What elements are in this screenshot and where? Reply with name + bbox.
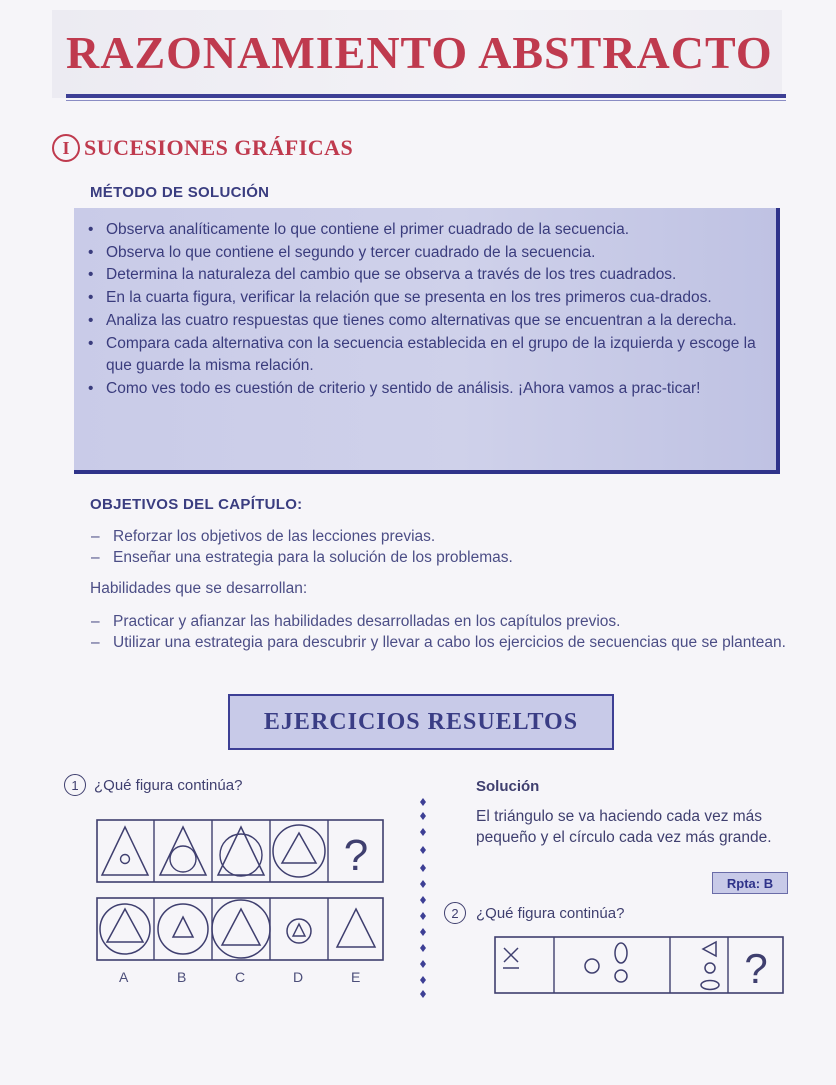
method-heading: MÉTODO DE SOLUCIÓN: [90, 184, 270, 201]
sequence-figure-2: [585, 943, 627, 982]
option-label-b: B: [177, 969, 187, 985]
question-2-text: ¿Qué figura continúa?: [476, 904, 625, 922]
option-label-c: C: [235, 969, 246, 985]
option-figure-e: [337, 909, 375, 947]
sequence-frame: [495, 937, 783, 993]
option-figure-a: [100, 904, 150, 954]
title-divider-thin: [66, 100, 786, 101]
section-number-badge: I: [52, 134, 80, 162]
section-heading: [52, 134, 353, 162]
skills-list: [88, 612, 788, 654]
solution-heading: Solución: [476, 778, 540, 795]
unknown-mark: ?: [744, 945, 768, 992]
method-item: • Determina la naturaleza del cambio que se observa a través de los tres cuadrados.: [82, 264, 774, 287]
question-number-2: 2: [444, 902, 466, 924]
question-number-1: 1: [64, 774, 86, 796]
objective-item: – Enseñar una estrategia para la solución de los problemas.: [88, 548, 788, 568]
sequence-figure-3: [218, 827, 264, 876]
sequence-figure-4: [273, 825, 325, 877]
method-item: • Observa lo que contiene el segundo y tercer cuadrado de la secuencia.: [82, 242, 774, 265]
section-title: SUCESIONES GRÁFICAS: [84, 135, 354, 160]
option-figure-c: [212, 900, 270, 958]
page-title: RAZONAMIENTO ABSTRACTO: [66, 27, 773, 78]
option-label-d: D: [293, 969, 304, 985]
answer-badge: Rpta: B: [712, 872, 788, 894]
exercises-banner: [228, 694, 614, 750]
objectives-list: [88, 527, 788, 569]
method-item: • Observa analíticamente lo que contiene el primer cuadrado de la secuencia.: [82, 219, 774, 242]
q1-sequence: [96, 819, 386, 885]
sequence-figure-2: [160, 827, 206, 875]
objectives-heading: OBJETIVOS DEL CAPÍTULO:: [90, 496, 303, 513]
method-item: • Como ves todo es cuestión de criterio y sentido de análisis. ¡Ahora vamos a prac-ticar!: [82, 378, 774, 401]
option-figure-d: [287, 919, 311, 943]
method-item: • Analiza las cuatro respuestas que tienes como alternativas que se encuentran a la derecha.: [82, 310, 774, 333]
objective-item: – Reforzar los objetivos de las lecciones previas.: [88, 527, 788, 547]
skill-item: – Practicar y afianzar las habilidades desarrolladas en los capítulos previos.: [88, 612, 788, 632]
question-1: [64, 774, 242, 796]
skills-heading: Habilidades que se desarrollan:: [90, 580, 308, 597]
option-label-a: A: [119, 969, 129, 985]
sequence-figure-1: [503, 948, 519, 968]
question-2: [444, 902, 624, 924]
skill-item: – Utilizar una estrategia para descubrir y llevar a cabo los ejercicios de secuencias que se plantean.: [88, 633, 788, 653]
method-list: [82, 219, 774, 401]
method-item: • Compara cada alternativa con la secuencia establecida en el grupo de la izquierda y escoge la que guarde la misma relación.: [82, 333, 774, 378]
diamond-divider: [414, 798, 432, 998]
sequence-figure-4: [701, 942, 719, 990]
unknown-mark: ?: [343, 831, 369, 880]
option-label-e: E: [351, 969, 361, 985]
title-divider: [66, 94, 786, 98]
solution-text: El triángulo se va haciendo cada vez más pequeño y el círculo cada vez más grande.: [476, 808, 772, 846]
options-frame: [97, 898, 383, 960]
q1-options: [96, 897, 386, 963]
method-item: • En la cuarta figura, verificar la relación que se presenta en los tres primeros cua-drados.: [82, 287, 774, 310]
sequence-figure-1: [102, 827, 148, 875]
exercises-title: EJERCICIOS RESUELTOS: [263, 708, 579, 735]
q2-sequence: [494, 936, 786, 996]
question-1-text: ¿Qué figura continúa?: [94, 776, 243, 794]
option-figure-b: [158, 904, 208, 954]
